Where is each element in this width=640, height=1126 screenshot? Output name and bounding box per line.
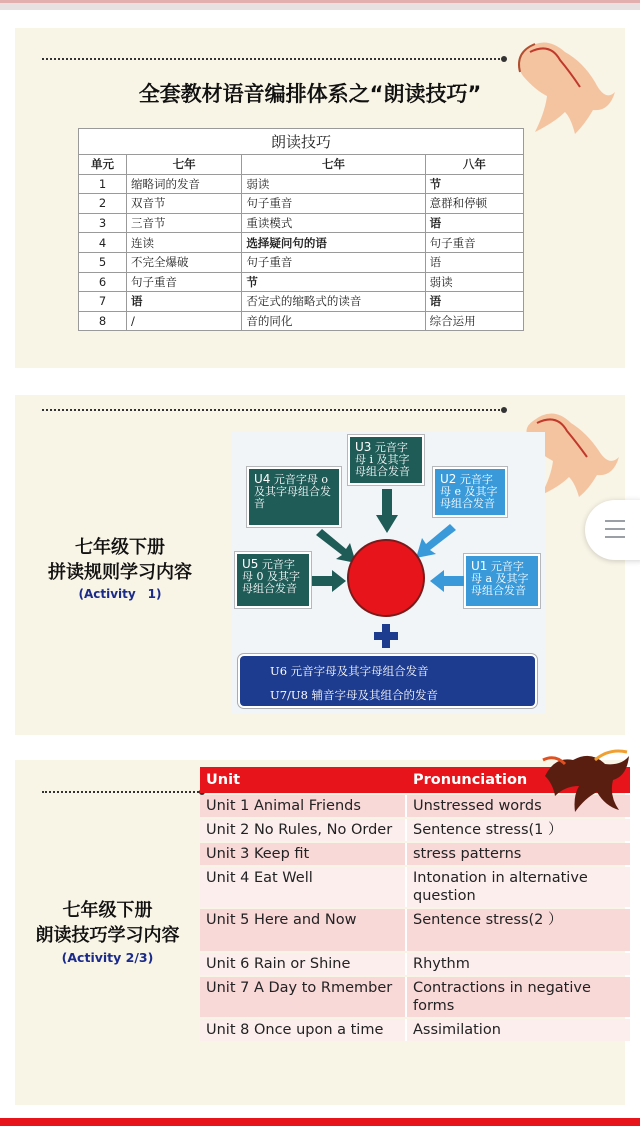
table-cell: 语 <box>425 292 523 312</box>
top-bar <box>0 0 640 10</box>
unit-cell: Unit 5 Here and Now <box>200 909 407 951</box>
box-unit: U2 <box>440 472 457 486</box>
column-header: Pronunciation <box>407 767 630 793</box>
unit-number: 2 <box>79 194 127 214</box>
heading-line: 七年级下册 <box>75 537 165 558</box>
phonics-diagram <box>232 432 545 714</box>
table-cell: 节 <box>425 174 523 194</box>
slide-title: 全套教材语音编排体系之“朗读技巧” <box>138 82 482 106</box>
table-row <box>79 272 524 292</box>
table-row <box>200 819 630 841</box>
unit-number: 1 <box>79 174 127 194</box>
table-row <box>79 311 524 331</box>
box-u4 <box>247 467 341 527</box>
unit-cell: Unit 2 No Rules, No Order <box>200 819 407 841</box>
box-text: 元音字母 0 及其字母组合发音 <box>242 558 300 595</box>
table-row <box>200 909 630 951</box>
table-cell: 弱读 <box>242 174 425 194</box>
unit-cell: Unit 3 Keep fit <box>200 843 407 865</box>
box-u1 <box>464 554 540 608</box>
pronunciation-cell: Rhythm <box>407 953 630 975</box>
horse-illustration-icon <box>535 746 635 816</box>
box-unit: U1 <box>471 559 488 573</box>
table-cell: 语 <box>425 213 523 233</box>
table-row <box>79 174 524 194</box>
heading-line: 七年级下册 <box>62 900 153 921</box>
heading-line: 朗读技巧学习内容 <box>35 925 180 946</box>
table-cell: / <box>127 311 242 331</box>
table-cell: 句子重音 <box>425 233 523 253</box>
box-unit: U5 <box>242 557 259 571</box>
table-cell: 选择疑问句的语 <box>242 233 425 253</box>
unit-number: 7 <box>79 292 127 312</box>
pronunciation-cell: stress patterns <box>407 843 630 865</box>
activity-label: (Activity 2/3) <box>61 950 154 965</box>
unit-number: 8 <box>79 311 127 331</box>
table-cell: 音的同化 <box>242 311 425 331</box>
box-u5 <box>235 552 311 608</box>
box-unit: U3 <box>355 440 372 454</box>
table-cell: 连读 <box>127 233 242 253</box>
box-line: U6 元音字母及其字母组合发音 <box>270 664 429 678</box>
column-header: 七年 <box>242 155 425 175</box>
box-text: 元音字母 e 及其字母组合发音 <box>440 473 498 510</box>
table-cell: 否定式的缩略式的读音 <box>242 292 425 312</box>
column-header: 单元 <box>79 155 127 175</box>
box-text: 元音字母 o 及其字母组合发音 <box>254 473 331 510</box>
section-heading <box>15 898 200 948</box>
unit-cell: Unit 7 A Day to Rmember <box>200 977 407 1017</box>
pronunciation-cell: Sentence stress(1 ） <box>407 819 630 841</box>
pronunciation-cell: Unstressed words <box>407 795 630 817</box>
arrow-diagonal-icon <box>316 529 356 563</box>
box-unit: U4 <box>254 472 271 486</box>
slide-pronunciation-units <box>15 760 625 1105</box>
unit-cell: Unit 4 Eat Well <box>200 867 407 907</box>
table-cell: 语 <box>425 252 523 272</box>
floating-menu-button[interactable] <box>585 500 640 560</box>
table-cell: 不完全爆破 <box>127 252 242 272</box>
center-circle <box>347 539 425 617</box>
table-row <box>200 953 630 975</box>
pronunciation-cell: Assimilation <box>407 1019 630 1041</box>
table-row <box>200 977 630 1017</box>
table-cell: 双音节 <box>127 194 242 214</box>
unit-cell: Unit 1 Animal Friends <box>200 795 407 817</box>
table-cell: 语 <box>127 292 242 312</box>
table-cell: 综合运用 <box>425 311 523 331</box>
box-text: 元音字母 i 及其字母组合发音 <box>355 441 410 478</box>
table-cell: 重读模式 <box>242 213 425 233</box>
table-cell: 句子重音 <box>127 272 242 292</box>
dotted-divider <box>42 58 504 60</box>
unit-number: 6 <box>79 272 127 292</box>
table-row <box>200 1019 630 1041</box>
table-caption: 朗读技巧 <box>79 129 524 155</box>
box-u3 <box>348 435 424 485</box>
unit-number: 4 <box>79 233 127 253</box>
pronunciation-cell: Sentence stress(2 ） <box>407 909 630 951</box>
arrow-diagonal-icon <box>416 524 456 558</box>
heading-line: 拼读规则学习内容 <box>48 562 192 583</box>
reading-skills-table <box>78 128 524 331</box>
dotted-divider <box>42 791 202 793</box>
table-cell: 弱读 <box>425 272 523 292</box>
section-heading <box>15 535 225 585</box>
table-row <box>79 194 524 214</box>
box-u2 <box>433 467 507 517</box>
table-row <box>200 843 630 865</box>
table-cell: 句子重音 <box>242 252 425 272</box>
table-cell: 句子重音 <box>242 194 425 214</box>
pronunciation-cell: Contractions in negative forms <box>407 977 630 1017</box>
table-cell: 缩略词的发音 <box>127 174 242 194</box>
slide-reading-skills-overview <box>15 28 625 368</box>
dotted-divider <box>42 409 504 411</box>
unit-number: 3 <box>79 213 127 233</box>
unit-number: 5 <box>79 252 127 272</box>
unit-cell: Unit 8 Once upon a time <box>200 1019 407 1041</box>
box-line: U7/U8 辅音字母及其组合的发音 <box>270 688 439 702</box>
table-row <box>79 213 524 233</box>
table-cell: 节 <box>242 272 425 292</box>
slide-spelling-rules <box>15 395 625 735</box>
table-cell: 意群和停顿 <box>425 194 523 214</box>
arrow-right-icon <box>312 570 346 592</box>
table-row <box>200 867 630 907</box>
unit-cell: Unit 6 Rain or Shine <box>200 953 407 975</box>
table-row <box>79 292 524 312</box>
table-cell: 三音节 <box>127 213 242 233</box>
column-header: 八年 <box>425 155 523 175</box>
arrow-down-icon <box>376 489 398 533</box>
box-text: 元音字母 a 及其字母组合发音 <box>471 560 529 597</box>
box-u6-u8 <box>238 654 537 708</box>
activity-label: (Activity 1) <box>78 587 162 601</box>
arrow-left-icon <box>430 570 464 592</box>
table-row <box>79 233 524 253</box>
bottom-accent-bar <box>0 1118 640 1126</box>
table-row <box>79 252 524 272</box>
pronunciation-cell: Intonation in alternative question <box>407 867 630 907</box>
column-header: 七年 <box>127 155 242 175</box>
column-header: Unit <box>200 767 407 793</box>
plus-icon <box>374 624 398 648</box>
